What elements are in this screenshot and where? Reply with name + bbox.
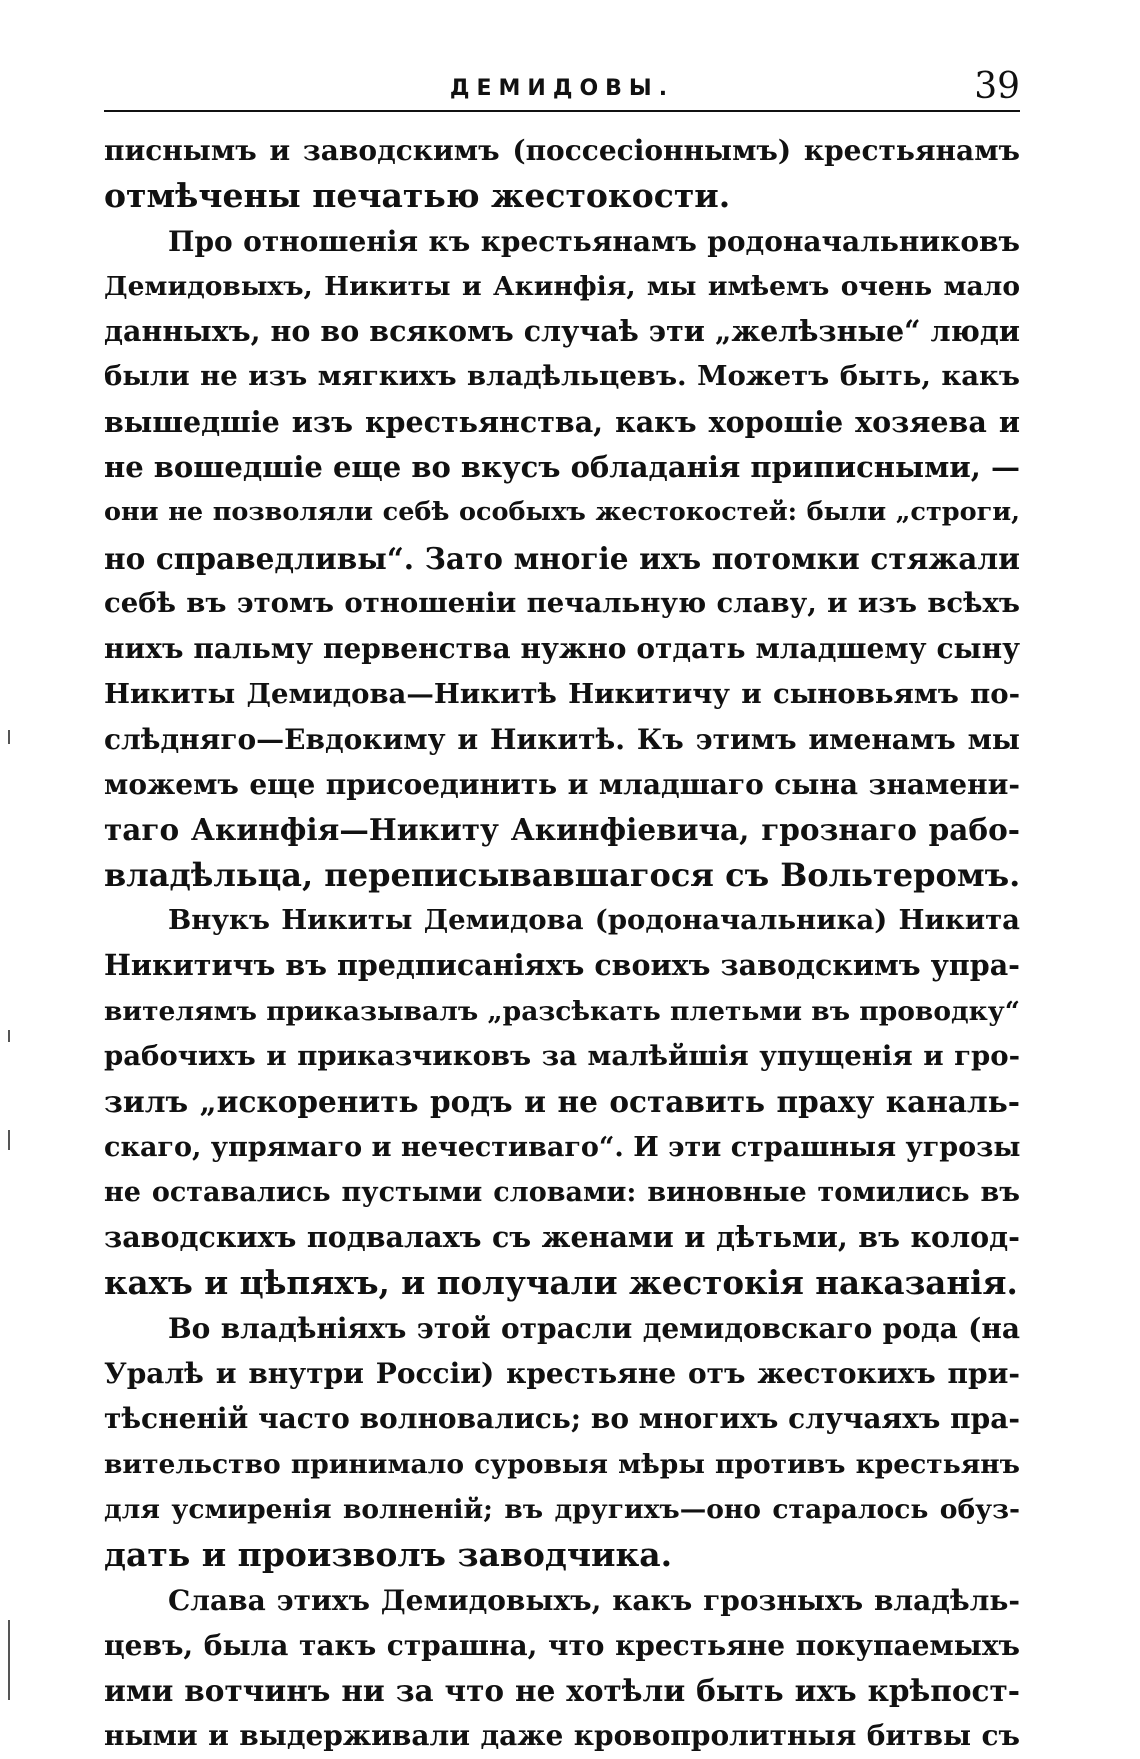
margin-mark	[8, 730, 10, 744]
text-line: для усмиренія волненій; въ другихъ—оно старалось обуз-	[104, 1493, 1020, 1525]
text-line: ими вотчинъ ни за что не хотѣли быть ихъ крѣпост-	[104, 1673, 1020, 1709]
margin-mark	[8, 1130, 10, 1150]
text-line: они не позволяли себѣ особыхъ жестокостей: были „строги,	[104, 497, 1020, 528]
header-rule	[104, 110, 1020, 112]
margin-mark	[8, 1030, 10, 1042]
text-line: заводскихъ подвалахъ съ женами и дѣтьми, въ колод-	[104, 1220, 1020, 1255]
text-line: себѣ въ этомъ отношеніи печальную славу, и изъ всѣхъ	[104, 586, 1020, 619]
text-line: цевъ, была такъ страшна, что крестьяне покупаемыхъ	[104, 1628, 1020, 1662]
text-line: ными и выдерживали даже кровопролитныя битвы съ	[104, 1719, 1020, 1753]
text-line: нихъ пальму первенства нужно отдать младшему сыну	[104, 632, 1020, 666]
text-line: зилъ „искоренить родъ и не оставить праху каналь-	[104, 1084, 1020, 1120]
text-line: не вошедшіе еще во вкусъ обладанія приписными, —	[104, 450, 1020, 485]
body-text	[104, 128, 1020, 1759]
page-number: 39	[974, 66, 1020, 107]
text-line: Демидовыхъ, Никиты и Акинфія, мы имѣемъ очень мало	[104, 270, 1020, 302]
paragraph-first-line: Слава этихъ Демидовыхъ, какъ грозныхъ владѣль-	[168, 1583, 1020, 1617]
text-line: писнымъ и заводскимъ (поссесіоннымъ) крестьянамъ	[104, 134, 1020, 167]
text-line: вителямъ приказывалъ „разсѣкать плетьми въ проводку“	[104, 995, 1020, 1027]
paragraph-first-line: Внукъ Никиты Демидова (родоначальника) Никита	[168, 904, 1020, 937]
text-line: не оставались пустыми словами: виновные томились въ	[104, 1176, 1020, 1208]
text-line: владѣльца, переписывавшагося съ Вольтеромъ.	[104, 855, 1020, 894]
text-line: были не изъ мягкихъ владѣльцевъ. Можетъ быть, какъ	[104, 360, 1020, 393]
text-line: можемъ еще присоединить и младшаго сына знамени-	[104, 768, 1020, 802]
text-line: таго Акинфія—Никиту Акинфіевича, грознаго рабо-	[104, 812, 1020, 848]
text-line: кахъ и цѣпяхъ, и получали жестокія наказанія.	[104, 1263, 1018, 1303]
text-line: вительство принимало суровыя мѣры противъ крестьянъ	[104, 1448, 1020, 1480]
text-line: но справедливы“. Зато многіе ихъ потомки стяжали	[104, 540, 1020, 576]
text-line: Уралѣ и внутри Россіи) крестьяне отъ жестокихъ при-	[104, 1357, 1020, 1391]
text-line: Никиты Демидова—Никитѣ Никитичу и сыновьямъ по-	[104, 677, 1020, 710]
text-line: отмѣчены печатью жестокости.	[104, 176, 731, 216]
text-line: дать и произволъ заводчика.	[104, 1535, 673, 1575]
running-title: ДЕМИДОВЫ.	[449, 76, 675, 101]
paragraph-first-line: Про отношенія къ крестьянамъ родоначальниковъ	[168, 224, 1020, 258]
running-head	[104, 66, 1020, 110]
paragraph-first-line: Во владѣніяхъ этой отрасли демидовскаго рода (на	[168, 1311, 1020, 1345]
text-line: рабочихъ и приказчиковъ за малѣйшія упущенія и гро-	[104, 1039, 1020, 1072]
text-line: Никитичъ въ предписаніяхъ своихъ заводскимъ упра-	[104, 948, 1020, 983]
margin-mark	[8, 1620, 10, 1700]
text-line: слѣдняго—Евдокиму и Никитѣ. Къ этимъ именамъ мы	[104, 722, 1020, 756]
text-line: тѣсненій часто волновались; во многихъ случаяхъ пра-	[104, 1402, 1020, 1436]
text-line: скаго, упрямаго и нечестиваго“. И эти страшныя угрозы	[104, 1131, 1020, 1163]
text-line: данныхъ, но во всякомъ случаѣ эти „желѣзные“ люди	[104, 314, 1020, 349]
text-line: вышедшіе изъ крестьянства, какъ хорошіе хозяева и	[104, 404, 1020, 439]
